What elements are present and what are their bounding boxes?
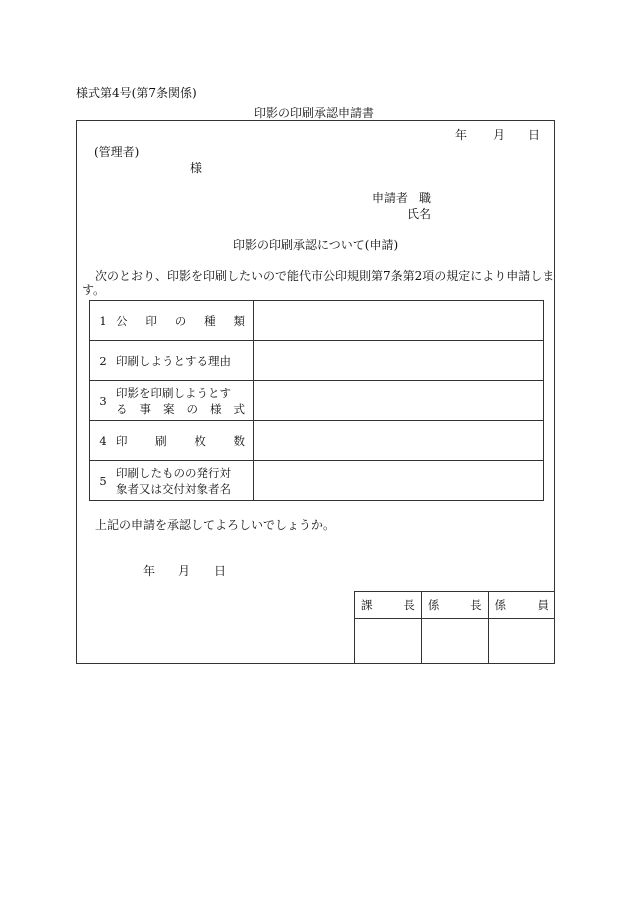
item-label-char: 枚 [194,433,206,448]
approval-header-char: 長 [470,598,482,612]
item-row [90,381,544,421]
approval-stamp-table [354,591,555,663]
item-value-field[interactable] [254,341,544,381]
item-value-field[interactable] [254,381,544,421]
applicant-name: 氏名 [407,207,432,221]
item-label-char: 刷 [155,433,167,448]
form-title: 印影の印刷承認申請書 [254,106,375,120]
item-label-char: 公 [116,313,128,328]
form-code: 様式第4号(第7条関係) [76,86,197,100]
subject: 印影の印刷承認について(申請) [233,238,399,252]
approval-date-month: 月 [178,564,191,578]
item-label-line: 印影を印刷しようとす [116,385,231,400]
item-label-line: 象者又は交付対象者名 [116,481,231,496]
stamp-box-staff[interactable] [488,619,555,664]
items-table [89,300,544,501]
item-row [90,461,544,501]
item-label-char: 種 [204,313,216,328]
item-label [116,421,254,461]
approval-date-year: 年 [143,564,156,578]
body-line-2: す。 [82,283,106,297]
item-label-char: る [116,401,128,416]
approval-header-section-chief [355,592,422,619]
item-label: 印刷しようとする理由 [116,341,254,381]
item-label [116,381,254,421]
approval-date-day: 日 [214,564,227,578]
item-row [90,421,544,461]
applicant-position: 職 [419,191,432,205]
item-label-line: 印刷したものの発行対 [116,465,231,480]
approval-header-char: 係 [427,598,440,612]
approval-header-char: 課 [361,598,373,612]
addressee-honorific: 様 [190,161,203,175]
item-number: 5 [90,461,117,501]
item-row [90,341,544,381]
date-month: 月 [493,128,506,142]
item-label-char: 印 [145,313,157,328]
addressee-role: (管理者) [94,145,140,159]
item-number: 3 [90,381,117,421]
approval-header-char: 長 [403,598,415,612]
approval-header-row [355,592,556,619]
item-label-char: 印 [116,433,128,448]
item-row [90,301,544,341]
approval-stamp-row [355,619,556,664]
item-number: 1 [90,301,117,341]
item-label-char: 類 [233,313,245,328]
approval-header-staff [488,592,555,619]
item-label-char: 案 [163,401,175,416]
item-value-field[interactable] [254,461,544,501]
item-label [116,461,254,501]
item-number: 4 [90,421,117,461]
item-label-char: 数 [233,433,245,448]
item-label-char: 様 [210,401,222,416]
item-value-field[interactable] [254,301,544,341]
approval-header-char: 係 [494,598,507,612]
approval-header-char: 員 [537,598,549,612]
approval-question: 上記の申請を承認してよろしいでしょうか。 [95,518,336,532]
stamp-box-section-chief[interactable] [355,619,422,664]
date-year: 年 [455,128,468,142]
item-label-char: 事 [139,401,151,416]
item-label [116,301,254,341]
stamp-box-subsection-chief[interactable] [421,619,488,664]
item-value-field[interactable] [254,421,544,461]
applicant-label: 申請者 [372,191,409,205]
approval-header-subsection-chief [421,592,488,619]
body-line-1: 次のとおり、印影を印刷したいので能代市公印規則第7条第2項の規定により申請しま [95,269,555,283]
item-label-char: 式 [233,401,245,416]
item-number: 2 [90,341,117,381]
item-label-char: の [186,401,198,416]
date-day: 日 [528,128,541,142]
item-label-char: の [174,313,187,328]
